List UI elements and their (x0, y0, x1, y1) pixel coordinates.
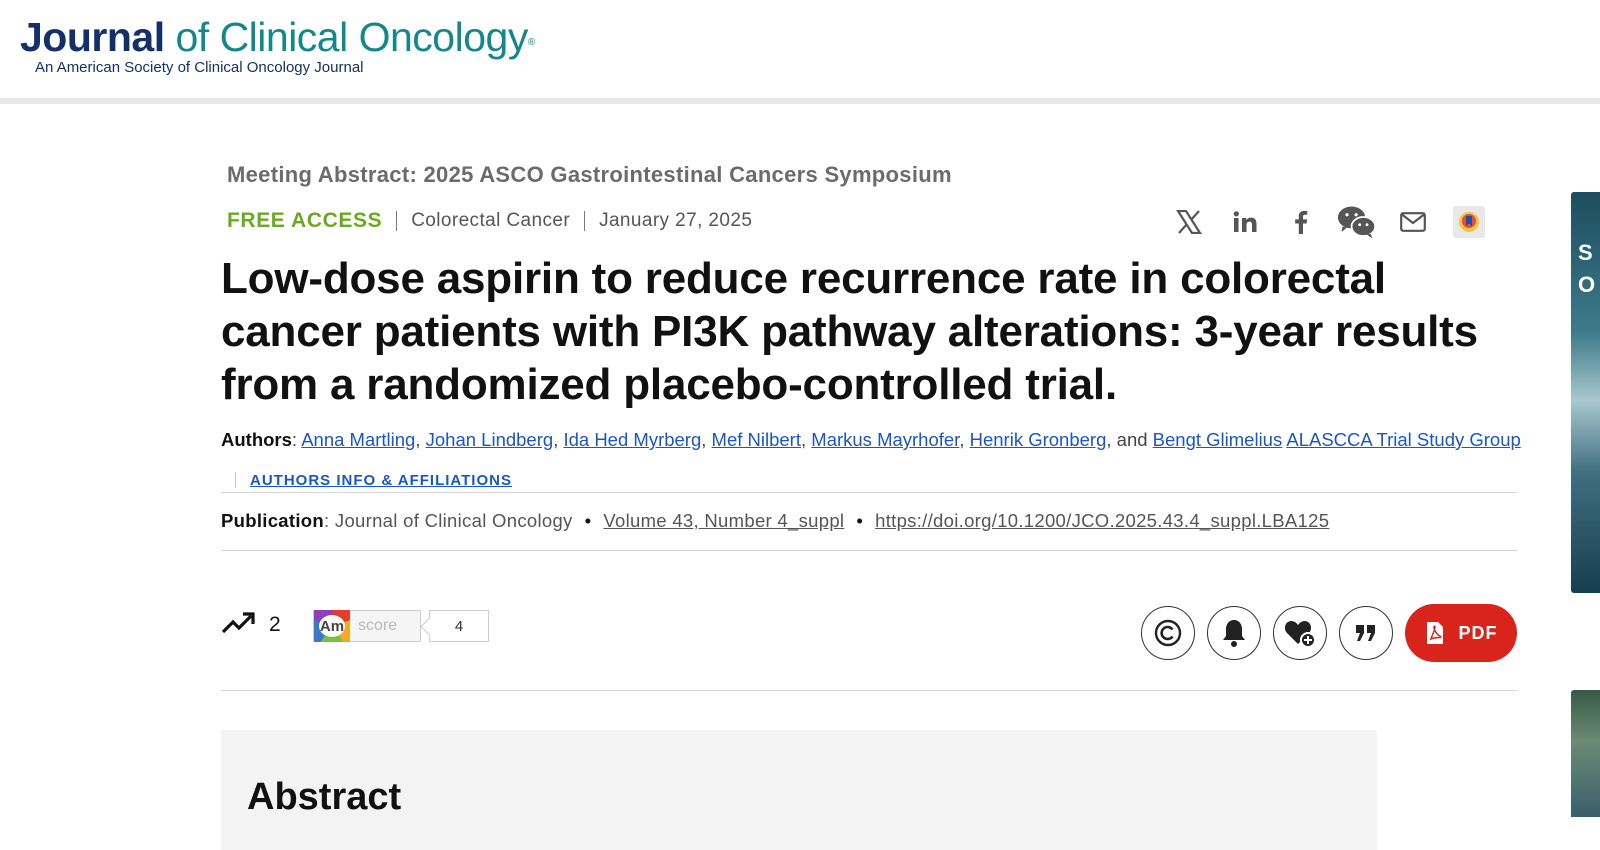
publication-date: January 27, 2025 (599, 210, 753, 231)
publication-label: Publication (221, 510, 324, 531)
x-icon[interactable] (1169, 202, 1209, 242)
altmetric-badge[interactable] (313, 610, 421, 642)
logo-subtitle: An American Society of Clinical Oncology Journal (35, 59, 364, 76)
article-category[interactable]: Colorectal Cancer (411, 210, 571, 231)
wechat-icon[interactable] (1337, 202, 1377, 242)
author-link[interactable]: Markus Mayrhofer (811, 429, 960, 450)
logo-registered-mark: ® (527, 37, 535, 48)
affiliations-divider (235, 472, 236, 488)
pdf-icon (1425, 621, 1445, 645)
pdf-button[interactable] (1405, 604, 1517, 662)
add-favorite-button[interactable] (1273, 606, 1327, 660)
publication-journal: Journal of Clinical Oncology (334, 510, 573, 531)
meta-divider (584, 211, 585, 231)
meeting-abstract-label: Meeting Abstract: 2025 ASCO Gastrointestinal Cancers Symposium (227, 162, 952, 187)
cite-button[interactable] (1339, 606, 1393, 660)
and-text: and (1116, 429, 1148, 450)
study-group-link[interactable]: ALASCCA Trial Study Group (1286, 429, 1521, 450)
volume-link[interactable]: Volume 43, Number 4_suppl (603, 510, 845, 531)
author-link[interactable]: Mef Nilbert (711, 429, 801, 450)
linkedin-icon[interactable] (1225, 202, 1265, 242)
altmetric-score: 4 (429, 610, 489, 642)
divider (221, 550, 1517, 551)
author-link[interactable]: Anna Martling (301, 429, 416, 450)
email-icon[interactable] (1393, 202, 1433, 242)
journal-logo[interactable] (20, 14, 535, 76)
pdf-button-label: PDF (1458, 622, 1498, 643)
mendeley-icon[interactable] (1449, 202, 1489, 242)
abstract-heading: Abstract (247, 776, 402, 818)
author-list: Authors: Anna Martling, Johan Lindberg, Ida Hed Myrberg, Mef Nilbert, Markus Mayrhofer, Henrik Gronberg, and Bengt Glimelius ALASCCA Trial Study GroupAUTHORS INFO & AFFILIATIONS (221, 429, 1521, 489)
author-link[interactable]: Bengt Glimelius (1152, 429, 1283, 450)
author-link[interactable]: Ida Hed Myrberg (563, 429, 702, 450)
logo-journal-word: Journal (20, 14, 165, 60)
heart-plus-icon (1284, 618, 1316, 648)
altmetric-am: Am (319, 615, 345, 637)
altmetric-donut-icon (314, 610, 350, 642)
article-meta (227, 206, 752, 236)
publication-info: Publication: Journal of Clinical Oncology • Volume 43, Number 4_suppl • https://doi.org/10.1200/JCO.2025.43.4_suppl.LBA125 (221, 510, 1330, 531)
meta-divider (396, 211, 397, 231)
alert-button[interactable] (1207, 606, 1261, 660)
bullet: • (856, 510, 864, 531)
citation-count[interactable]: 2 (269, 613, 281, 636)
article-title: Low-dose aspirin to reduce recurrence rate in colorectal cancer patients with PI3K pathway alterations: 3-year results from a randomized placebo-controlled trial. (221, 254, 1478, 409)
authors-affiliations-link[interactable]: AUTHORS INFO & AFFILIATIONS (250, 472, 512, 489)
author-link[interactable]: Johan Lindberg (425, 429, 554, 450)
trending-icon (221, 610, 257, 641)
divider (221, 690, 1517, 691)
copyright-icon (1154, 619, 1182, 647)
article-metrics (221, 604, 464, 646)
free-access-badge: FREE ACCESS (227, 209, 383, 232)
facebook-icon[interactable] (1281, 202, 1321, 242)
side-ad-text: S (1578, 240, 1593, 265)
copyright-button[interactable] (1141, 606, 1195, 660)
abstract-section (221, 730, 1377, 850)
author-link[interactable]: Henrik Gronberg (969, 429, 1107, 450)
side-ad-text: O (1578, 272, 1596, 297)
share-bar (1169, 202, 1489, 242)
site-header (0, 0, 1600, 104)
article-actions (1141, 604, 1517, 662)
divider (221, 492, 1517, 493)
altmetric-score-label: score (358, 617, 398, 634)
authors-label: Authors (221, 429, 292, 450)
logo-title (20, 14, 535, 60)
quote-icon (1354, 623, 1378, 643)
side-ad-banner-2[interactable] (1571, 690, 1600, 817)
bullet: • (584, 510, 592, 531)
doi-link[interactable]: https://doi.org/10.1200/JCO.2025.43.4_suppl.LBA125 (875, 510, 1330, 531)
altmetric-widget[interactable] (313, 610, 489, 642)
logo-rest-words: of Clinical Oncology (164, 14, 528, 60)
bell-icon (1221, 618, 1247, 648)
